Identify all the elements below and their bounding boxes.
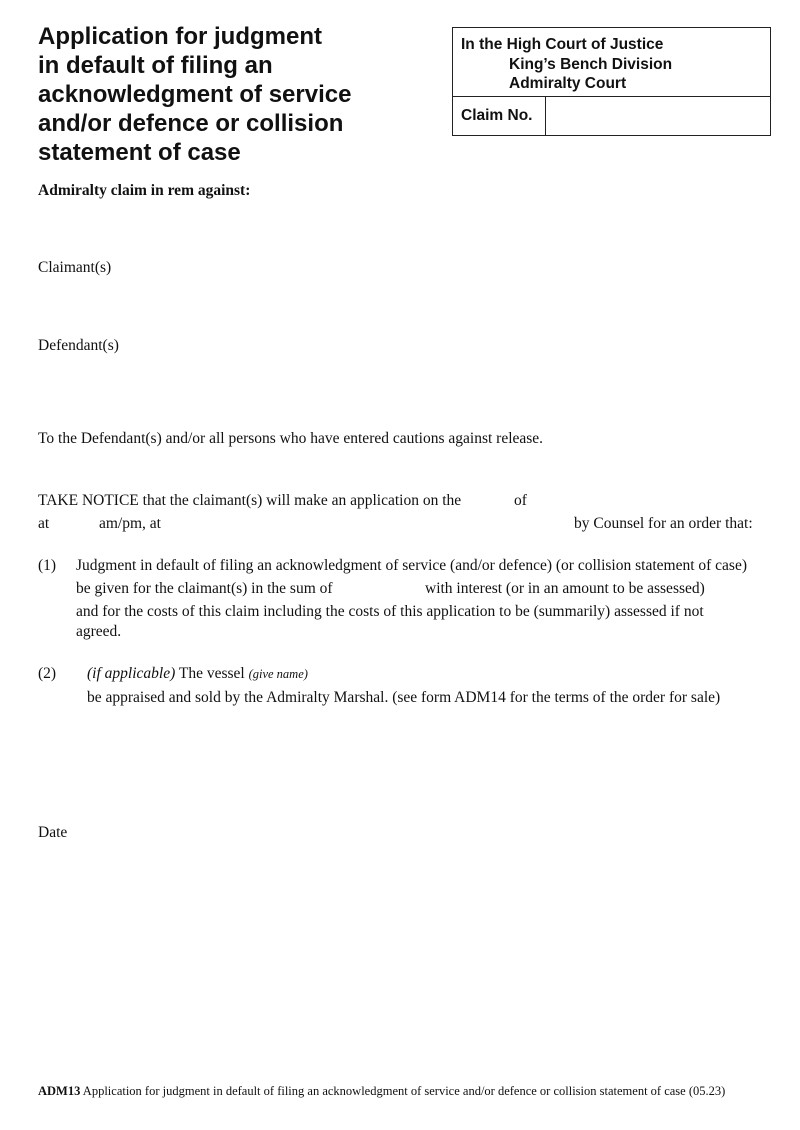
- if-applicable-text: (if applicable): [87, 665, 176, 682]
- item1-line2a: be given for the claimant(s) in the sum of: [76, 580, 333, 597]
- date-label: Date: [38, 824, 68, 841]
- title-line: and/or defence or collision: [38, 110, 344, 137]
- item2-line2: be appraised and sold by the Admiralty Marshal. (see form ADM14 for the terms of the order for sale): [87, 689, 721, 706]
- footer-text: Application for judgment in default of filing an acknowledgment of service and/or defence or collision statement of case (05.23): [80, 1084, 726, 1098]
- claim-no-label: Claim No.: [453, 97, 546, 135]
- footer: [38, 1084, 725, 1099]
- item1-line4: agreed.: [76, 623, 122, 640]
- item1-line2b: with interest (or in an amount to be assessed): [425, 580, 705, 597]
- vessel-text: The vessel: [175, 665, 249, 682]
- item2-number: (2): [38, 665, 57, 682]
- item1-number: (1): [38, 557, 57, 574]
- notice-ampm-text: am/pm, at: [99, 515, 161, 532]
- item1-line3: and for the costs of this claim including the costs of this application to be (summarily) assessed if not: [76, 603, 704, 620]
- claimants-label: Claimant(s): [38, 259, 112, 276]
- notice-counsel-text: by Counsel for an order that:: [574, 515, 753, 532]
- item1-line1: Judgment in default of filing an acknowledgment of service (and/or defence) (or collision statement of case): [76, 557, 747, 574]
- addressee-text: To the Defendant(s) and/or all persons who have entered cautions against release.: [38, 430, 544, 447]
- title-line: in default of filing an: [38, 52, 273, 79]
- item2-line1: [87, 664, 308, 684]
- give-name-text: (give name): [248, 667, 308, 681]
- form-code: ADM13: [38, 1084, 81, 1098]
- title-line: statement of case: [38, 139, 241, 166]
- claim-in-rem-heading: Admiralty claim in rem against:: [38, 182, 251, 199]
- title-line: acknowledgment of service: [38, 81, 352, 108]
- court-heading: [453, 28, 770, 97]
- notice-text: TAKE NOTICE that the claimant(s) will make an application on the: [38, 492, 462, 509]
- court-division: King’s Bench Division: [509, 55, 673, 73]
- court-name: In the High Court of Justice: [461, 36, 664, 53]
- court-subdivision: Admiralty Court: [509, 75, 627, 92]
- title-line: Application for judgment: [38, 23, 322, 50]
- page-title: [38, 22, 438, 167]
- claim-no-field[interactable]: [546, 97, 770, 135]
- court-box: [452, 27, 771, 136]
- notice-at-text: at: [38, 515, 50, 532]
- defendants-label: Defendant(s): [38, 337, 119, 354]
- notice-of-text: of: [514, 492, 527, 509]
